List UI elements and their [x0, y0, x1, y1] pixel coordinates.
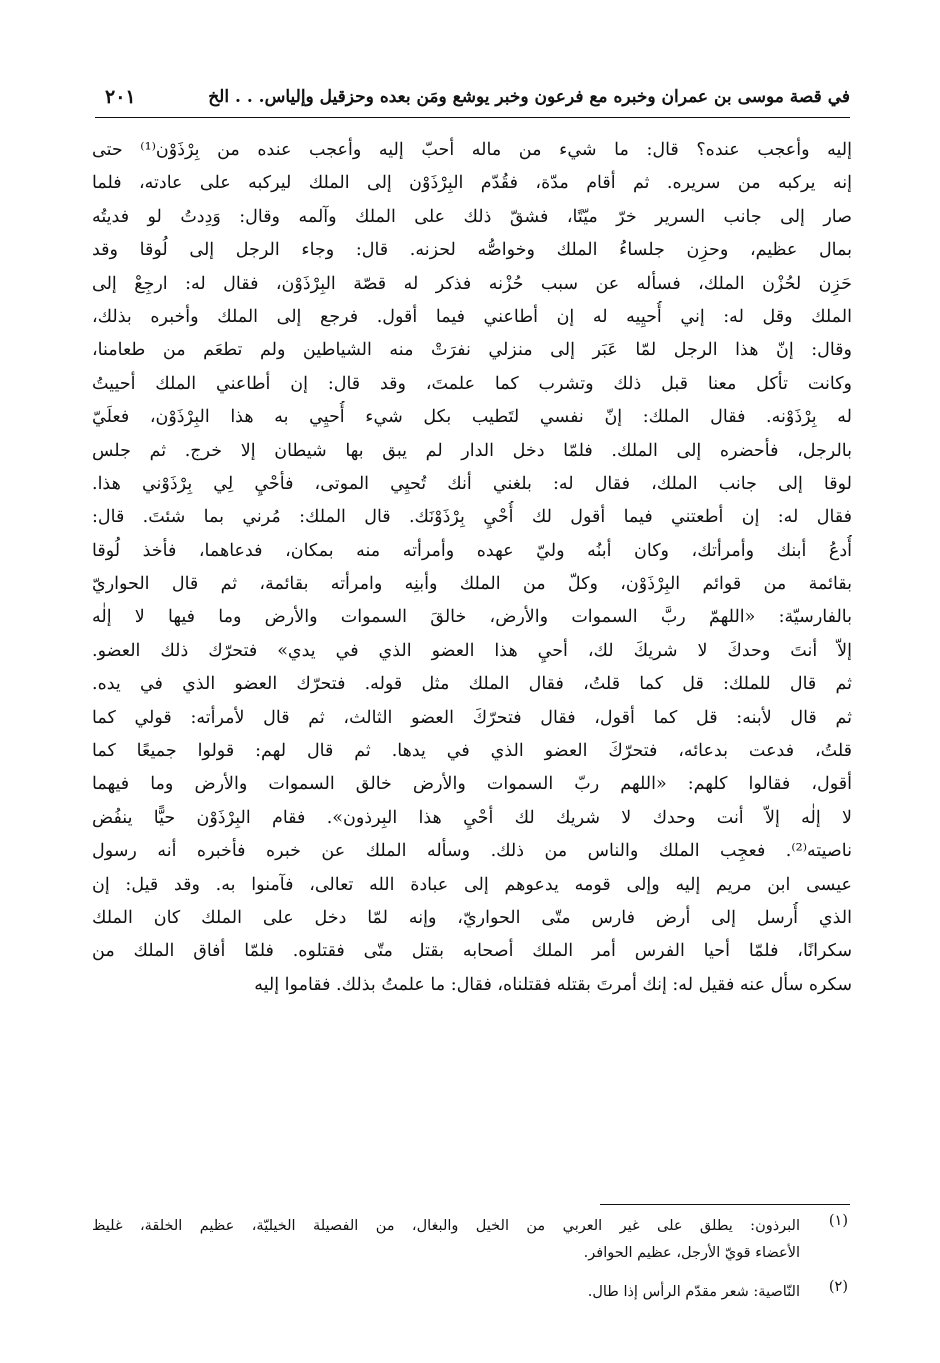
footnote-line: النّاصية: شعر مقدّم الرأس إذا طال. [587, 1284, 800, 1300]
footnote-number: (٢) [828, 1279, 848, 1295]
text-line: له بِرْذَوْنه. فقال الملك: إنّ نفسي لتَطيب بكل شيء أُحيِي به هذا البِرْذَوْن، فعلَيّ [92, 407, 852, 428]
footnote-rule [600, 1204, 850, 1205]
footnotes [92, 1213, 852, 1306]
text-line: بالفارسيّة: «اللهمّ ربَّ السموات والأرض، خالقَ السموات والأرض وما فيها لا إلٰه [92, 607, 852, 628]
text-line: إنه يركبه من سريره. ثم أقام مدّة، فقُدّم البِرْذَوْن إلى الملك ليركبه على عادته، فلما [92, 173, 852, 194]
text-line: ثم قال للملك: قل كما قلتُ، فقال الملك مثل قوله. فتحرّك العضو الذي في يده. [92, 674, 852, 695]
text-line: عيسى ابن مريم إليه وإلى قومه يدعوهم إلى عبادة الله تعالى، فآمنوا به. وقد قيل: إن [92, 874, 852, 895]
text-line: فقال له: إن أطعتني فيما أقول لك أُحْيِ بِرْذَوْنَك. قال الملك: مُرني بما شئتَ. قال: [92, 507, 852, 528]
running-header [95, 80, 850, 114]
footnote-number: (١) [828, 1213, 848, 1229]
text-line: صار إلى جانب السرير خرّ ميّتًا، فشقّ ذلك على الملك وآلمه وقال: وَدِدتُ لو فديتُه [92, 206, 852, 227]
text-line: لوقا إلى جانب الملك، فقال له: بلغني أنك تُحيِي الموتى، فأحْيِ لِي بِرْذَوْني هذا. [92, 473, 852, 494]
text-line: ثم قال لأبنه: قل كما أقول، فقال فتحرّكَ العضو الثالث، ثم قال لأمرأته: قولي كما [92, 707, 852, 728]
header-rule [95, 117, 850, 118]
text-line: قلتُ، فدعت بدعائه، فتحرّكَ العضو الذي في يدها. ثم قال لهم: قولوا جميعًا كما [92, 741, 852, 762]
footnote-line: الأعضاء قويّ الأرجل، عظيم الحوافر. [583, 1245, 800, 1261]
text-line: بمال عظيم، وحزِن جلساءُ الملك وخواصُّه لحزنه. قال: وجاء الرجل إلى لُوقا وقد [92, 240, 852, 261]
body-text [92, 134, 852, 1002]
text-line: إلاّ أنتَ وحدكَ لا شريكَ لك، أحيِ هذا العضو الذي في يدي» فتحرّك ذلك العضو. [92, 640, 852, 661]
text-line: الذي أُرسل إلى أرض فارس متّى الحواريّ، وإنه لمّا دخل على الملك كان الملك [92, 907, 852, 928]
text-line: الملك وقل له: إني أُحيِيه له إن أطاعني فيما أقول. فرجع إلى الملك وأخبره بذلك، [92, 306, 852, 327]
text-line: لا إلٰه إلاّ أنت وحدك لا شريك لك أحْيِ هذا البِرذون». فقام البِرْذَوْن حيًّا ينفُض [92, 807, 852, 828]
text-line: إليه وأعجب عنده؟ قال: ما شيء من ماله أحبّ إليه وأعجب عنده من بِرْذَوْن⁽¹⁾ حتى [92, 140, 852, 160]
footnote-1 [92, 1213, 852, 1267]
text-line: سكره سأل عنه فقيل له: إنك أمرتَ بقتله فقتلناه، فقال: ما علمتُ بذلك. فقاموا إليه [254, 974, 852, 995]
text-line: سكرانًا، فلمّا أحيا الفرس أمر الملك أصحابه بقتل متّى فقتلوه. فلمّا أفاق الملك من [92, 941, 852, 962]
text-line: وقال: إنّ هذا الرجل لمّا عَبَر إلى منزلي نفرَتْ منه الشياطين ولم تطعَم من طعامنا، [92, 340, 852, 361]
text-line: أقول، فقالوا كلهم: «اللهم ربّ السموات والأرض خالق السموات والأرض وما فيهما [92, 774, 852, 795]
page-number: ٢٠١ [105, 86, 136, 108]
running-title: في قصة موسى بن عمران وخبره مع فرعون وخبر يوشع ومَن بعده وحزقيل وإلياس. . . الخ [208, 87, 850, 107]
footnote-line: البرذون: يطلق على غير العربي من الخيل والبغال، من الفصيلة الخيليّة، عظيم الخلقة، غليظ [92, 1218, 800, 1234]
text-line: حَزِن لحُزْن الملك، فسأله عن سبب حُزْنه فذكر له قصّة البِرْذَوْن، فقال له: ارجِعْ إلى [92, 273, 852, 294]
text-line: بقائمة من قوائم البِرْذَوْن، وكلّ من الملك وأبنِه وامرأته بقائمة، ثم قال الحواريّ [92, 574, 852, 595]
text-line: ناصيته⁽²⁾. فعجِب الملك والناس من ذلك. وسأله الملك عن خبره فأخبره أنه رسول [92, 841, 852, 862]
footnote-2 [92, 1279, 852, 1306]
text-line: أُدعُ أبنك وأمرأتك، وكان أبنُه وليّ عهده وأمرأته منه بمكان، فدعاهما، فأخذ لُوقا [92, 540, 852, 561]
text-line: بالرجل، فأحضره إلى الملك. فلمّا دخل الدار لم يبق بها شيطان إلا خرج. ثم جلس [92, 440, 852, 461]
text-line: وكانت تأكل معنا قبل ذلك وتشرب كما علمتَ، وقد قال: إن أطاعني الملك أحييتُ [92, 373, 852, 394]
